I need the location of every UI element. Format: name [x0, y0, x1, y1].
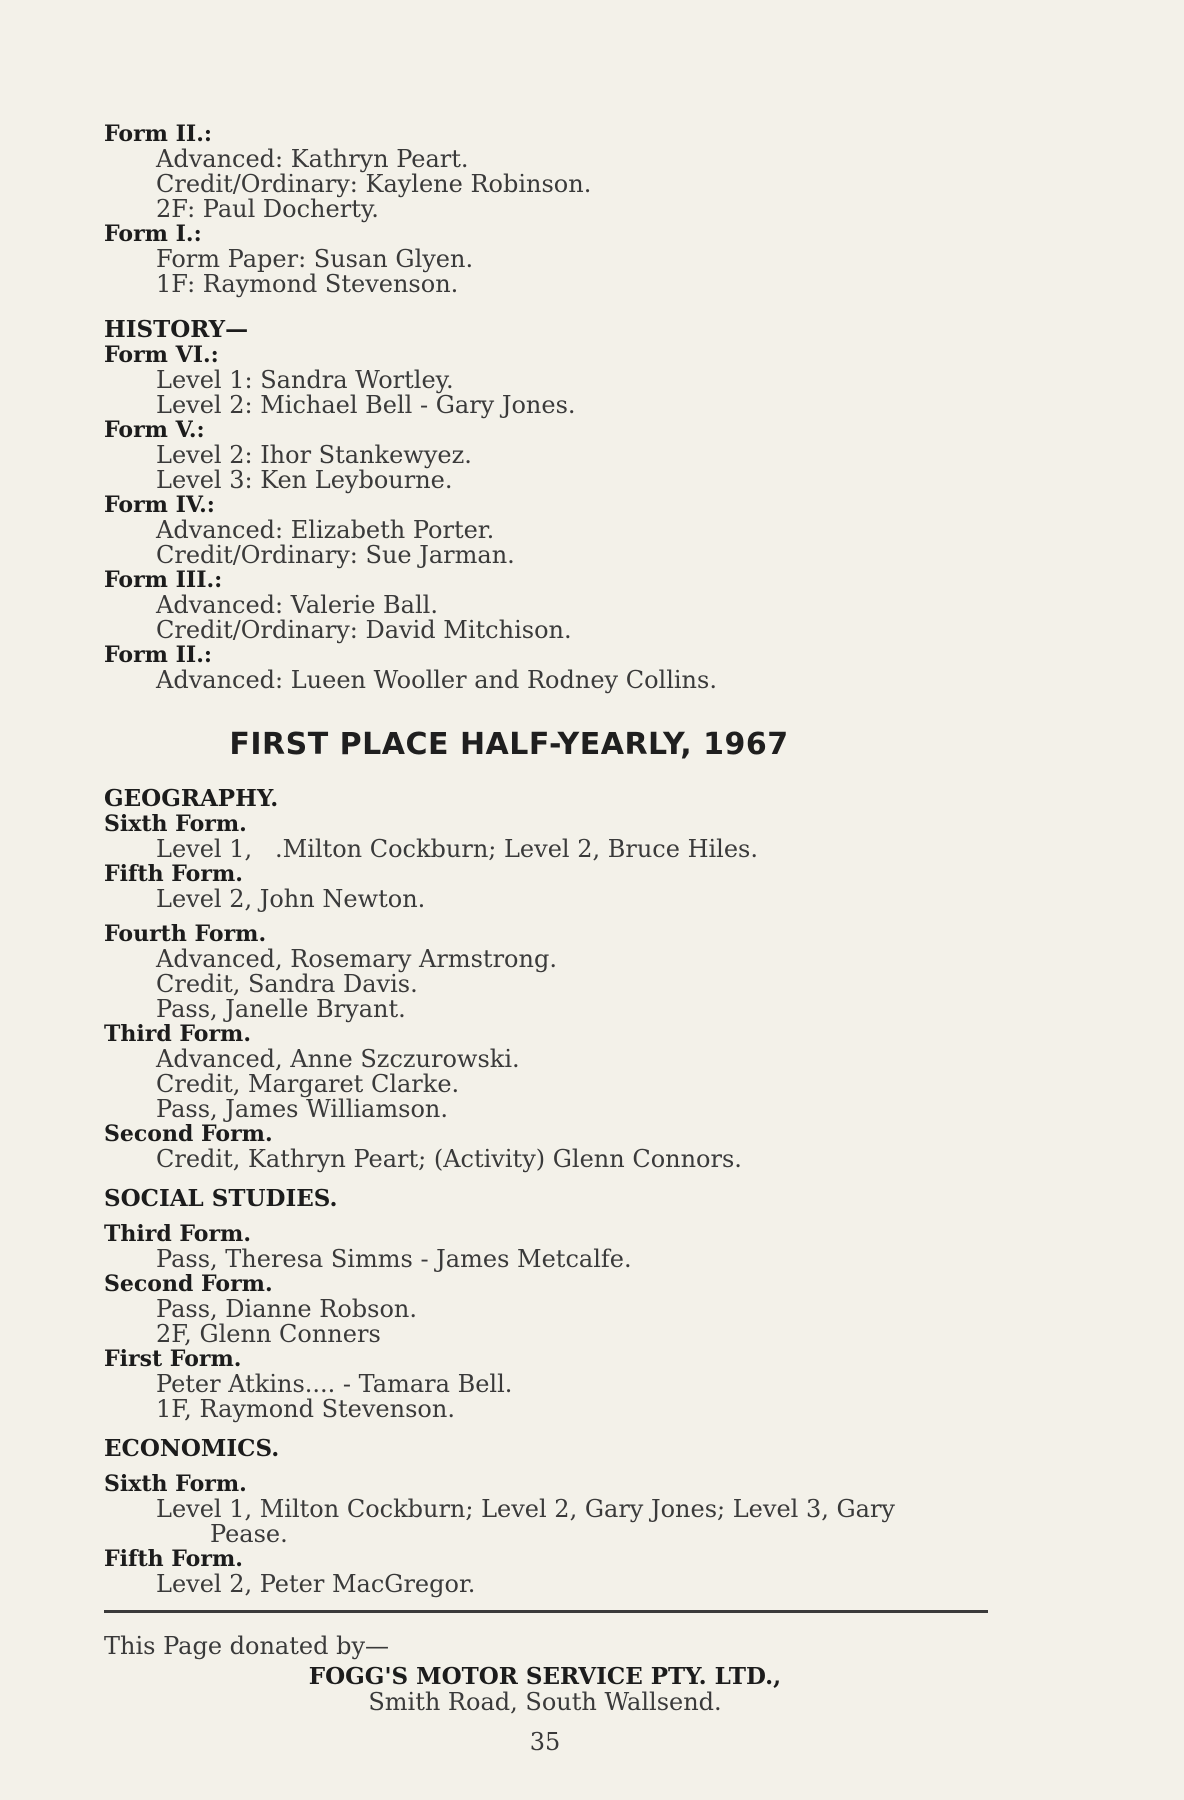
form-heading: First Form.	[104, 1346, 242, 1372]
page-content	[104, 122, 1004, 1597]
form-heading: Form I.:	[104, 221, 202, 247]
entry-line: Pass, James Williamson.	[156, 1095, 448, 1123]
form-heading: Form II.:	[104, 642, 212, 668]
entry-line: 1F, Raymond Stevenson.	[156, 1395, 455, 1423]
entry-line: Level 2, Peter MacGregor.	[156, 1570, 476, 1598]
entry-line: Level 2: Michael Bell - Gary Jones.	[156, 391, 576, 419]
form-heading: Form V.:	[104, 417, 205, 443]
entry-line: Level 1, .Milton Cockburn; Level 2, Bruce Hiles.	[156, 835, 758, 863]
form-heading: Form VI.:	[104, 342, 219, 368]
form-heading: Form IV.:	[104, 492, 215, 518]
entry-line: 1F: Raymond Stevenson.	[156, 270, 459, 298]
donation-note: This Page donated by—	[104, 1632, 389, 1660]
form-heading: Form II.:	[104, 121, 212, 147]
entry-line: Advanced: Elizabeth Porter.	[156, 516, 495, 544]
entry-line: Credit/Ordinary: David Mitchison.	[156, 616, 572, 644]
entry-line: Form Paper: Susan Glyen.	[156, 245, 474, 273]
form-heading: Second Form.	[104, 1121, 273, 1147]
entry-line: Credit, Sandra Davis.	[156, 970, 418, 998]
page-number: 35	[529, 1728, 561, 1756]
entry-line: Advanced, Rosemary Armstrong.	[156, 945, 557, 973]
entry-line: Pass, Theresa Simms - James Metcalfe.	[156, 1245, 632, 1273]
section-banner: FIRST PLACE HALF-YEARLY, 1967	[229, 727, 789, 762]
entry-line: Level 2: Ihor Stankewyez.	[156, 441, 472, 469]
sponsor-name: FOGG'S MOTOR SERVICE PTY. LTD.,	[308, 1663, 782, 1690]
form-heading: Third Form.	[104, 1021, 251, 1047]
entry-line: Level 1: Sandra Wortley.	[156, 366, 454, 394]
entry-line: Level 2, John Newton.	[156, 885, 426, 913]
form-heading: Fifth Form.	[104, 861, 243, 887]
form-heading: Fourth Form.	[104, 921, 267, 947]
entry-line: Credit, Margaret Clarke.	[156, 1070, 460, 1098]
subject-heading-geography: GEOGRAPHY.	[104, 785, 279, 812]
form-heading: Second Form.	[104, 1271, 273, 1297]
entry-line: Credit/Ordinary: Kaylene Robinson.	[156, 170, 592, 198]
entry-line: Advanced: Kathryn Peart.	[156, 145, 469, 173]
form-heading: Sixth Form.	[104, 1471, 247, 1497]
entry-line: 2F: Paul Docherty.	[156, 195, 379, 223]
entry-line: Pass, Janelle Bryant.	[156, 995, 406, 1023]
entry-line: Credit, Kathryn Peart; (Activity) Glenn Connors.	[156, 1145, 742, 1173]
form-heading: Fifth Form.	[104, 1546, 243, 1572]
subject-heading-social-studies: SOCIAL STUDIES.	[104, 1185, 338, 1212]
entry-line: Credit/Ordinary: Sue Jarman.	[156, 541, 515, 569]
form-heading: Form III.:	[104, 567, 223, 593]
entry-line: Advanced: Valerie Ball.	[156, 591, 438, 619]
form-heading: Sixth Form.	[104, 811, 247, 837]
form-heading: Third Form.	[104, 1221, 251, 1247]
entry-line: Advanced: Lueen Wooller and Rodney Collins.	[156, 666, 717, 694]
entry-line: 2F, Glenn Conners	[156, 1320, 381, 1348]
sponsor-address: Smith Road, South Wallsend.	[368, 1688, 722, 1716]
entry-line: Pass, Dianne Robson.	[156, 1295, 417, 1323]
entry-line: Level 3: Ken Leybourne.	[156, 466, 453, 494]
subject-heading-economics: ECONOMICS.	[104, 1435, 280, 1462]
entry-line: Level 1, Milton Cockburn; Level 2, Gary Jones; Level 3, Gary	[156, 1495, 895, 1523]
divider-rule	[104, 1610, 988, 1613]
entry-line: Peter Atkins.... - Tamara Bell.	[156, 1370, 513, 1398]
entry-line: Advanced, Anne Szczurowski.	[156, 1045, 520, 1073]
subject-heading-history: HISTORY—	[104, 316, 249, 343]
entry-line-continued: Pease.	[210, 1520, 288, 1548]
